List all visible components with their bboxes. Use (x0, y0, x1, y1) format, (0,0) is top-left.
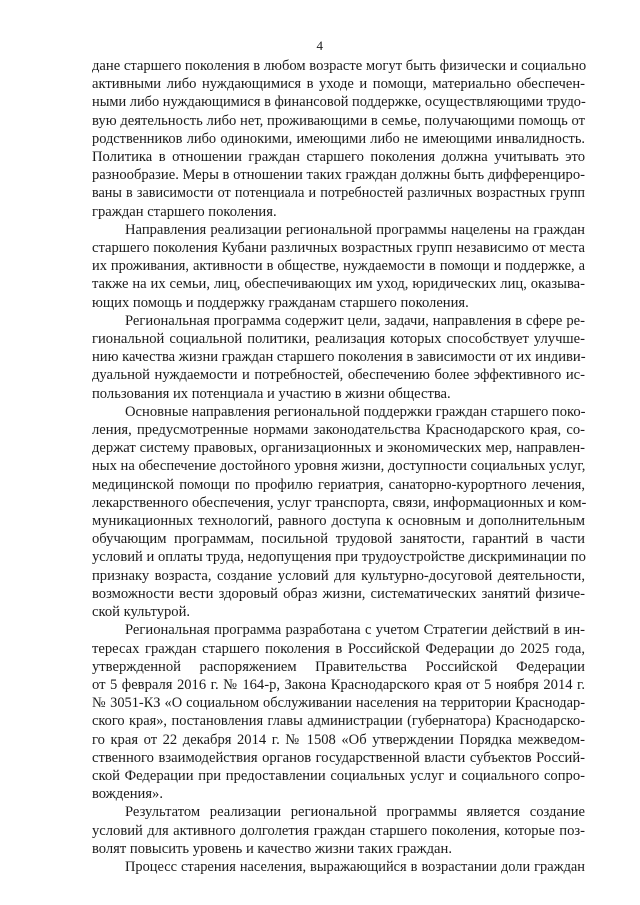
text-line: ственного взаимодействия органов государственной власти субъектов Россий- (92, 749, 585, 766)
text-line: ления, предусмотренные нормами законодательства Краснодарского края, со- (92, 422, 585, 439)
text-line: медицинской помощи по профилю гериатрия, санаторно-курортного лечения, (92, 476, 585, 493)
text-line: Направления реализации региональной программы нацелены на граждан (125, 221, 585, 238)
text-line: Политика в отношении граждан старшего поколения должна учитывать это (92, 149, 585, 166)
page-number: 4 (316, 38, 324, 53)
text-line: возможности вести здоровый образ жизни, систематических занятий физиче- (92, 585, 585, 602)
text-line: разнообразие. Меры в отношении таких граждан должны быть дифференциро- (92, 167, 585, 184)
text-line: условий и оплаты труда, недопущения при трудоустройстве дискриминации по (92, 549, 586, 566)
text-line: муникационных технологий, равного доступа к основным и дополнительным (92, 513, 585, 530)
text-line: ных на обеспечение достойного уровня жизни, доступности социальных услуг, (92, 458, 586, 475)
text-line: Процесс старения населения, выражающийся в возрастании доли граждан (125, 858, 585, 875)
text-line: Результатом реализации региональной программы является создание (125, 804, 585, 821)
text-line: дане старшего поколения в любом возрасте могут быть физически и социально (92, 58, 587, 74)
text-line: гиональной социальной политики, реализация которых способствует улучше- (92, 331, 585, 348)
text-line: дуальной нуждаемости и потребностей, обеспечению более эффективного ис- (92, 367, 585, 384)
text-line: граждан старшего поколения. (92, 203, 277, 220)
text-line: ской Федерации при предоставлении социальных услуг и социального сопро- (92, 767, 585, 784)
text-line: ваны в зависимости от потенциала и потребностей различных возрастных групп (92, 185, 585, 202)
text-line: Региональная программа содержит цели, задачи, направления в сфере ре- (125, 312, 585, 329)
text-line: обучающим программам, посильной трудовой занятости, гарантий в части (92, 531, 585, 548)
text-line: вождения». (92, 786, 163, 803)
text-line: № 3051-КЗ «О социальном обслуживании населения на территории Краснодар- (92, 695, 585, 712)
text-line: держат систему правовых, организационных и экономических мер, направлен- (92, 440, 585, 457)
text-line: ской культурой. (92, 604, 191, 621)
text-line: тересах граждан старшего поколения в Российской Федерации до 2025 года, (92, 640, 585, 657)
text-line: нию качества жизни граждан старшего поколения в зависимости от их индиви- (92, 349, 586, 366)
text-line: вую деятельность либо нет, проживающими в семье, получающими помощь от (92, 112, 585, 129)
text-line: утвержденной распоряжением Правительства Российской Федерации (92, 658, 585, 675)
text-line: условий для активного долголетия граждан старшего поколения, которые поз- (92, 822, 585, 839)
text-line: ными либо нуждающимися в финансовой поддержке, осуществляющими трудо- (92, 94, 586, 111)
text-line: ющих помощь и поддержку гражданам старшего поколения. (92, 294, 469, 311)
text-line: волят повысить уровень и качество жизни таких граждан. (92, 840, 452, 857)
text-line: лекарственного обеспечения, услуг транспорта, связи, информационных и ком- (92, 494, 587, 511)
text-line: активными либо нуждающимися в уходе и помощи, материально обеспечен- (92, 76, 585, 93)
text-line: признаку возраста, создание условий для культурно-досуговой деятельности, (92, 567, 585, 584)
document-body (92, 57, 585, 876)
text-line: ского края», постановления главы администрации (губернатора) Краснодарско- (92, 713, 585, 730)
text-line: пользования их потенциала и участию в жизни общества. (92, 385, 451, 402)
text-line: их проживания, активности в обществе, нуждаемости в помощи и поддержке, а (92, 258, 585, 275)
text-line: старшего поколения Кубани различных возрастных групп независимо от места (92, 240, 585, 257)
text-line: также на их семьи, лиц, обеспечивающих им уход, юридических лиц, оказыва- (92, 276, 585, 293)
text-line: родственников либо одинокими, имеющими либо не имеющими инвалидность. (92, 130, 585, 147)
text-line: го края от 22 декабря 2014 г. № 1508 «Об утверждении Порядка межведом- (92, 731, 585, 748)
text-line: Региональная программа разработана с учетом Стратегии действий в ин- (125, 622, 585, 639)
text-line: Основные направления региональной поддержки граждан старшего поко- (125, 403, 586, 420)
text-line: от 5 февраля 2016 г. № 164-р, Закона Краснодарского края от 5 ноября 2014 г. (92, 676, 585, 693)
